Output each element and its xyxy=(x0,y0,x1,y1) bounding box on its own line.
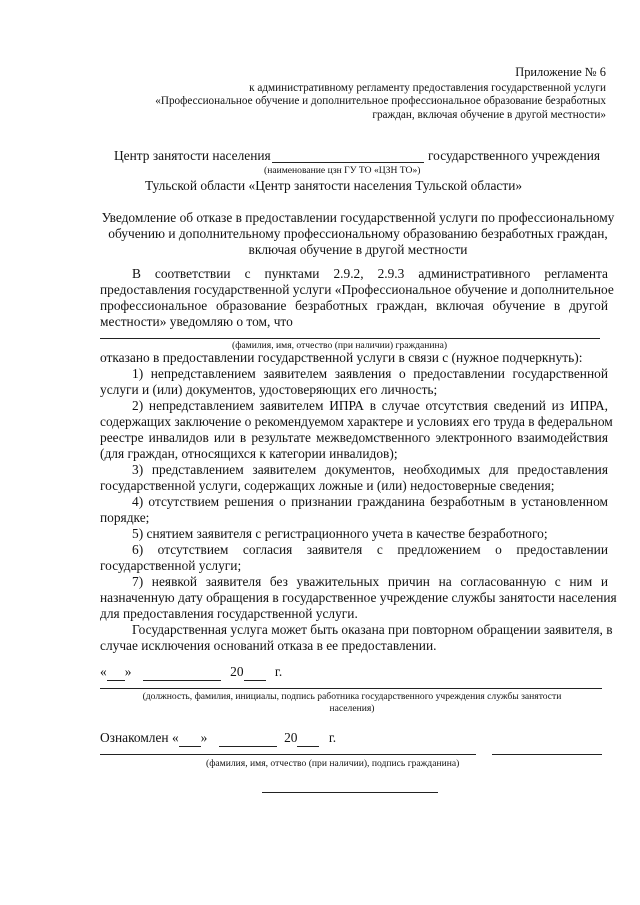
reason-6: 6) отсутствием согласия заявителя с предложением о предоставлении xyxy=(132,542,608,557)
reason-2-cont: (для граждан, относящихся к категории инвалидов); xyxy=(100,446,398,461)
refusal-lead: отказано в предоставлении государственной услуги в связи с (нужное подчеркнуть): xyxy=(100,350,583,365)
date-open-quote: « xyxy=(100,664,107,679)
reason-1: 1) непредставлением заявителем заявления о предоставлении государственной xyxy=(132,366,608,381)
appendix-line: граждан, включая обучение в другой местности» xyxy=(372,108,606,121)
employee-signature-field xyxy=(100,688,602,689)
reason-2: 2) непредставлением заявителем ИПРА в случае отсутствия сведений из ИПРА, xyxy=(132,398,608,413)
repeat-note: Государственная услуга может быть оказана при повторном обращении заявителя, в xyxy=(132,622,613,637)
date-day-field xyxy=(107,664,125,681)
notice-title-line1: Уведомление об отказе в предоставлении государственной услуги по профессиональному xyxy=(101,210,615,225)
date-year-field xyxy=(244,664,266,681)
date-month-field xyxy=(143,664,221,681)
notice-title-line3: включая обучение в другой местности xyxy=(248,242,468,257)
date-century: 20 xyxy=(230,664,244,679)
reason-6-cont: государственной услуги; xyxy=(100,558,242,573)
intro-line: предоставления государственной услуги «Профессиональное обучение и дополнительное xyxy=(100,282,614,297)
reason-3-cont: государственной услуги, содержащих ложные и (или) недостоверные сведения; xyxy=(100,478,555,493)
reason-7: 7) неявкой заявителя без уважительных причин на согласованную с ним и xyxy=(132,574,608,589)
ack-century: 20 xyxy=(284,730,298,745)
citizen-fio-field xyxy=(100,338,600,339)
reason-4: 4) отсутствием решения о признании гражданина безработным в установленном xyxy=(132,494,608,509)
reason-2-cont: содержащих заключение о рекомендуемом характере и условиях его труда в федеральном xyxy=(100,414,613,429)
date-year-suffix: г. xyxy=(274,664,283,679)
acknowledged-label: Ознакомлен « xyxy=(100,730,179,745)
repeat-note-cont: случае исключения оснований отказа в ее предоставлении. xyxy=(100,638,437,653)
center-region-line: Тульской области «Центр занятости населения Тульской области» xyxy=(145,178,523,193)
notice-title-line2: обучению и дополнительному профессиональному образованию безработных граждан, xyxy=(108,226,608,241)
ack-month-field xyxy=(219,730,277,747)
intro-line: местности» уведомляю о том, что xyxy=(100,314,293,329)
reason-7-cont: для предоставления государственной услуги. xyxy=(100,606,358,621)
employee-signature-hint: (должность, фамилия, инициалы, подпись работника государственного учреждения службы занятости xyxy=(142,691,562,702)
reason-3: 3) представлением заявителем документов, необходимых для предоставления xyxy=(132,462,608,477)
footer-separator xyxy=(262,792,438,793)
date-close-quote: » xyxy=(124,664,132,679)
appendix-number: Приложение № 6 xyxy=(515,65,606,79)
date-line xyxy=(100,664,282,681)
reason-5: 5) снятием заявителя с регистрационного учета в качестве безработного; xyxy=(132,526,548,541)
center-name-field xyxy=(272,162,424,163)
acknowledged-line xyxy=(100,730,336,747)
appendix-line: «Профессиональное обучение и дополнительное профессиональное образование безработных xyxy=(155,95,606,108)
ack-year-field xyxy=(297,730,319,747)
citizen-signature-hint: (фамилия, имя, отчество (при наличии), подпись гражданина) xyxy=(206,758,460,769)
ack-close-quote: » xyxy=(200,730,208,745)
center-name-hint: (наименование цзн ГУ ТО «ЦЗН ТО») xyxy=(264,165,421,176)
reason-4-cont: порядке; xyxy=(100,510,150,525)
citizen-name-field xyxy=(100,754,476,755)
employee-signature-hint-cont: населения) xyxy=(329,703,375,714)
center-name-suffix: государственного учреждения xyxy=(428,148,601,163)
ack-year-suffix: г. xyxy=(328,730,337,745)
reason-1-cont: услуги и (или) документов, удостоверяющих его личность; xyxy=(100,382,438,397)
intro-line: профессиональное образование безработных граждан, включая обучение в другой xyxy=(100,298,608,313)
reason-2-cont: реестре инвалидов или в результате межведомственного электронного взаимодействия xyxy=(100,430,608,445)
intro-line: В соответствии с пунктами 2.9.2, 2.9.3 административного регламента xyxy=(132,266,608,281)
reason-7-cont: назначенную дату обращения в государственное учреждение службы занятости населения xyxy=(100,590,617,605)
appendix-line: к административному регламенту предоставления государственной услуги xyxy=(249,81,606,94)
appendix-block xyxy=(155,66,606,122)
center-name-prefix: Центр занятости населения xyxy=(114,148,271,163)
citizen-fio-hint: (фамилия, имя, отчество (при наличии) гражданина) xyxy=(232,340,448,351)
ack-day-field xyxy=(179,730,201,747)
citizen-signature-field xyxy=(492,754,602,755)
